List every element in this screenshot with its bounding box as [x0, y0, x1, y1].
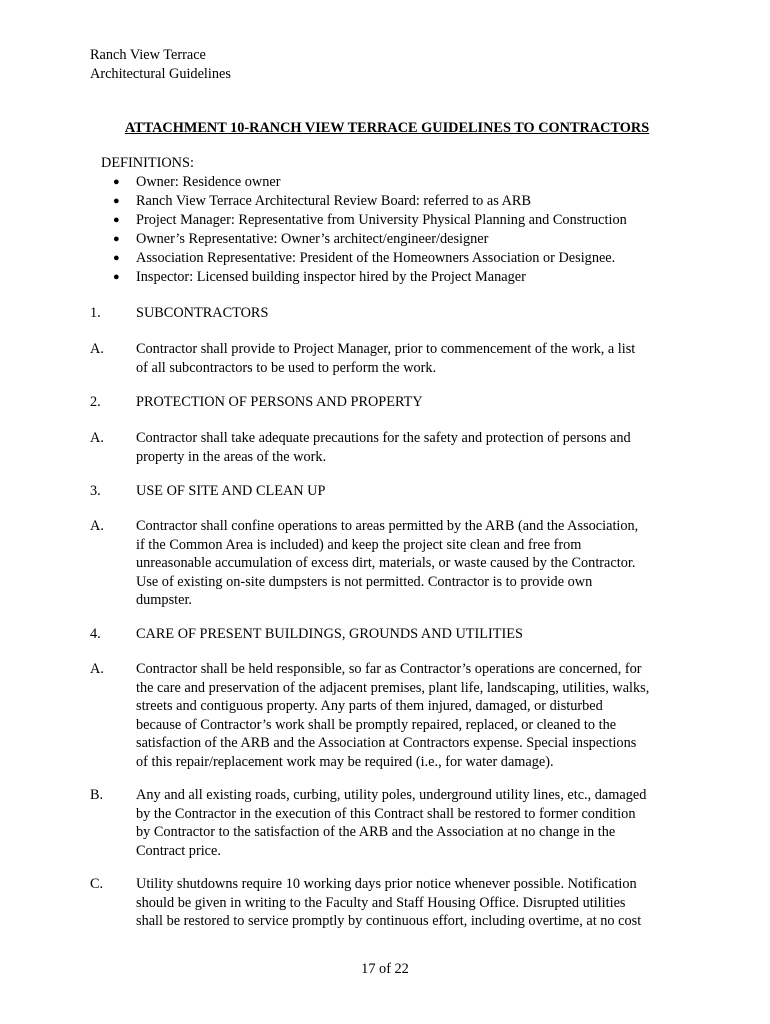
clause-line: property in the areas of the work. [136, 448, 327, 465]
clause-line: the care and preservation of the adjacent premises, plant life, landscaping, utilities, walks, [136, 679, 650, 696]
header-line-2: Architectural Guidelines [90, 65, 231, 82]
clause-line: Contractor shall provide to Project Manager, prior to commencement of the work, a list [136, 341, 636, 357]
bullet-icon: ● [113, 233, 120, 245]
document-header [90, 46, 231, 83]
clause-line: satisfaction of the ARB and the Association at Contractors expense. Special inspections [136, 735, 637, 752]
attachment-title: ATTACHMENT 10-RANCH VIEW TERRACE GUIDELINES TO CONTRACTORS [124, 120, 650, 136]
clause-line: by Contractor to the satisfaction of the ARB and the Association at no change in the [136, 824, 616, 841]
clause-line: Any and all existing roads, curbing, utility poles, underground utility lines, etc., damaged [136, 787, 647, 803]
clause-line: Contractor shall be held responsible, so far as Contractor’s operations are concerned, for [136, 661, 642, 677]
bullet-icon: ● [113, 176, 120, 188]
clause-line: streets and contiguous property. Any parts of them injured, damaged, or disturbed [136, 698, 603, 715]
clause-line: dumpster. [136, 592, 192, 609]
clause-line: unreasonable accumulation of excess dirt, materials, or waste caused by the Contractor. [136, 555, 636, 572]
clause-line: Utility shutdowns require 10 working days prior notice whenever possible. Notification [136, 876, 637, 892]
clause-line: if the Common Area is included) and keep the project site clean and free from [136, 536, 582, 553]
clause-line: by the Contractor in the execution of this Contract shall be restored to former condition [136, 805, 636, 822]
definitions-heading: DEFINITIONS: [101, 155, 194, 171]
clause-line: should be given in writing to the Faculty and Staff Housing Office. Disrupted utilities [136, 894, 626, 911]
bullet-icon: ● [113, 271, 120, 283]
document-page: Ranch View Terrace Architectural Guidelines ATTACHMENT 10-RANCH VIEW TERRACE GUIDELINES TO CONTRACTORS DEFINITIONS: ● Owner: Residence owner ● Ranch View Terrace Architectural Review Board: referred to as ARB ● Project Manager: Representative from University Physical Planning and Construction ● Owner’s Representative: Owner’s architect/engineer/designer ● Association Representative: President of the Homeowners Association or Designee. ● Inspector: Licensed building inspector hired by the Project Manager 1. SUBCONTRACTORS A. Contractor shall provide to Project Manager, prior to commencement of the work, a list of all subcontractors to be used to perform the work. 2. PROTECTION OF PERSONS AND PROPERTY A. Contractor shall take adequate precautions for the safety and protection of persons and property in the areas of the work. 3. USE OF SITE AND CLEAN UP A. Contractor shall confine operations to areas permitted by the ARB (and the Association, if the Common Area is included) and keep the project site clean and free from unreasonable accumulation of excess dirt, materials, or waste caused by the Contractor. Use of existing on-site dumpsters is not permitted. Contractor is to provide own dumpster. 4. CARE OF PRESENT BUILDINGS, GROUNDS AND UTILITIES A. Contractor shall be held responsible, so far as Contractor’s operations are concerned, for the care and preservation of the adjacent premises, plant life, landscaping, utilities, walks, streets and contiguous property. Any parts of them injured, damaged, or disturbed because of Contractor’s work shall be promptly repaired, replaced, or cleaned to the satisfaction of the ARB and the Association at Contractors expense. Special inspections of this repair/replacement work may be required (i.e., for water damage). B. Any and all existing roads, curbing, utility poles, underground utility lines, etc., damaged by the Contractor in the execution of this Contract shall be restored to former condition by Contractor to the satisfaction of the ARB and the Association at no change in the Contract price. C. Utility shutdowns require 10 working days prior notice whenever possible. Notification should be given in writing to the Faculty and Staff Housing Office. Disrupted utilities shall be restored to service promptly by continuous effort, including overtime, at no cost 17 of 22 [0, 0, 770, 1024]
clause-line: because of Contractor’s work shall be promptly repaired, replaced, or cleaned to the [136, 716, 617, 733]
header-line-1: Ranch View Terrace [90, 47, 206, 63]
bullet-icon: ● [113, 214, 120, 226]
clause-line: Contractor shall confine operations to areas permitted by the ARB (and the Association, [136, 518, 639, 534]
bullet-icon: ● [113, 195, 120, 207]
clause-line: shall be restored to service promptly by continuous effort, including overtime, at no cost [136, 913, 642, 930]
clause-line: Use of existing on-site dumpsters is not permitted. Contractor is to provide own [136, 573, 593, 590]
clause-line: of this repair/replacement work may be required (i.e., for water damage). [136, 753, 554, 770]
clause-line: Contractor shall take adequate precautions for the safety and protection of persons and [136, 430, 631, 446]
page-number: 17 of 22 [361, 961, 409, 977]
clause-line: of all subcontractors to be used to perform the work. [136, 359, 437, 376]
bullet-icon: ● [113, 252, 120, 264]
clause-line: Contract price. [136, 842, 221, 859]
